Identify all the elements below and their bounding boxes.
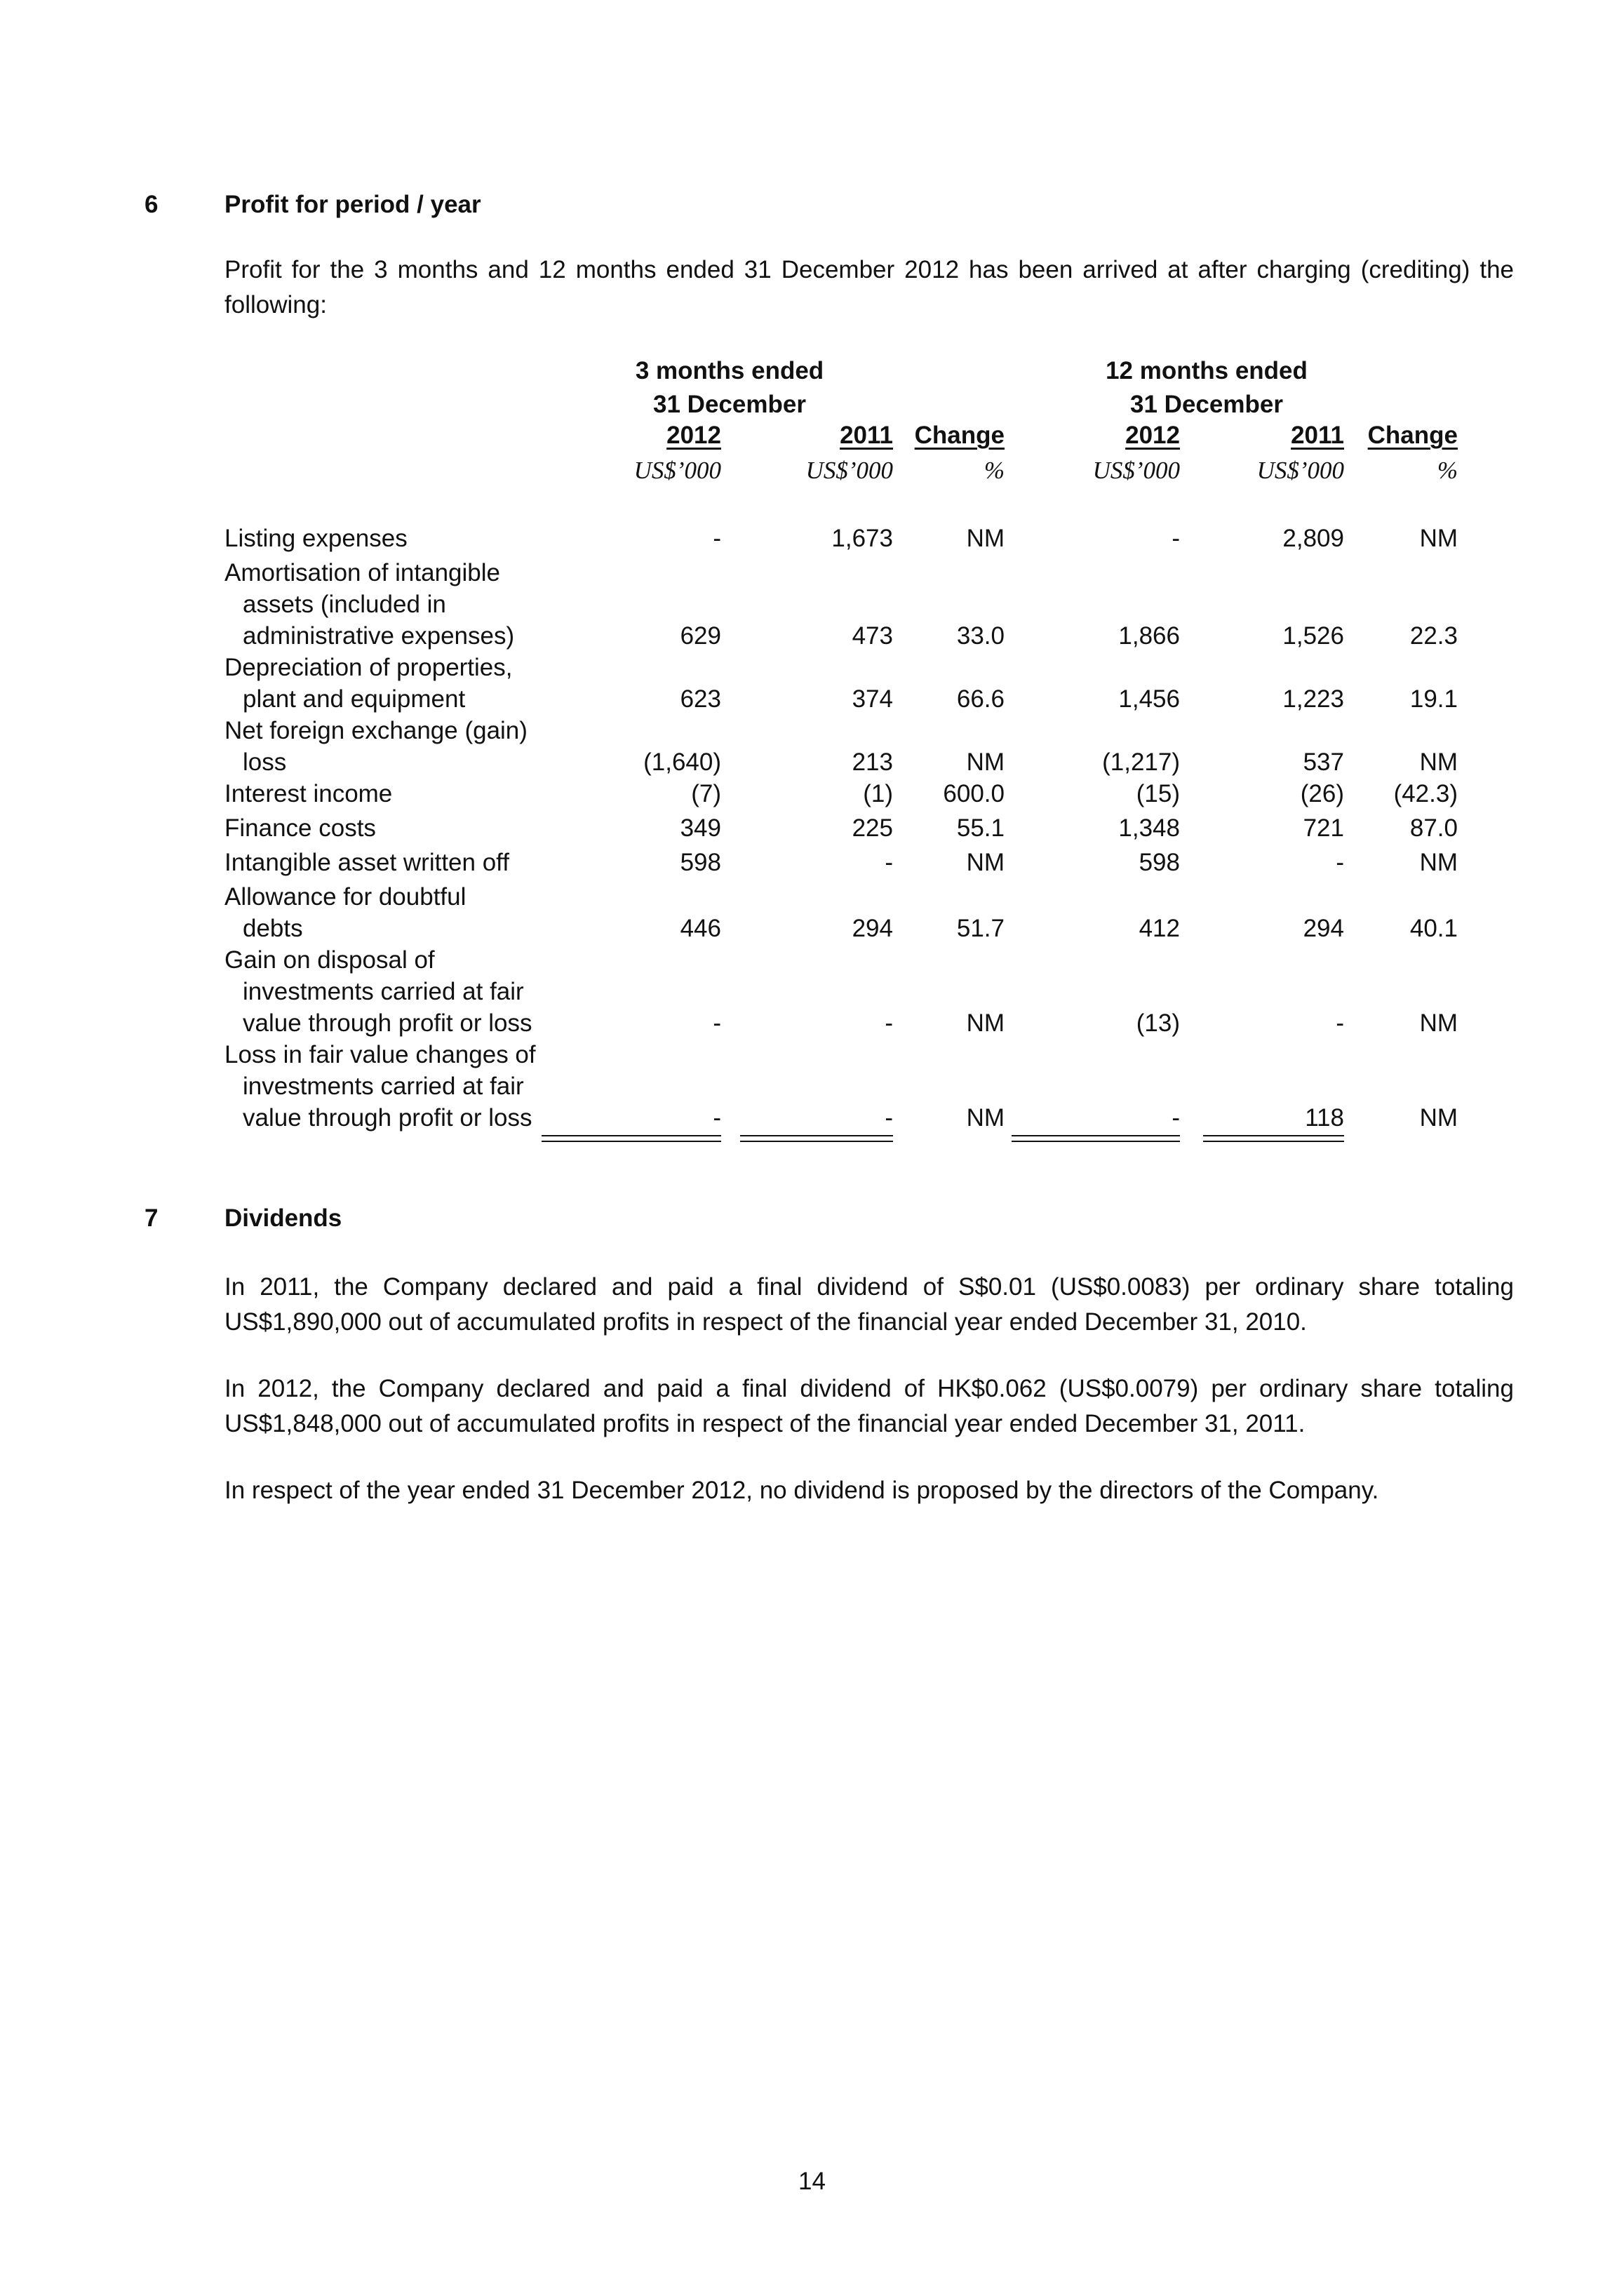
row-label-line: Finance costs — [224, 814, 376, 842]
row-label — [224, 881, 554, 944]
cell-col-3m-change: 33.0 — [956, 622, 1005, 650]
row-label-line: Listing expenses — [224, 525, 408, 552]
table-row — [224, 1039, 1473, 1134]
row-label-line: Allowance for doubtful — [224, 883, 467, 911]
col-3m-2012-header: 2012 — [666, 422, 721, 449]
table-row — [224, 944, 1473, 1039]
cell-col-3m-change: NM — [966, 748, 1005, 776]
group-header-12-months: 12 months ended 31 December — [1106, 357, 1308, 418]
table-row — [224, 523, 1473, 554]
col-12m-change-unit: % — [1437, 457, 1458, 484]
double-underline — [740, 1135, 893, 1142]
cell-col-3m-change: NM — [966, 525, 1005, 552]
cell-col-3m-2011: 213 — [852, 748, 893, 776]
cell-col-3m-2011: (1) — [863, 780, 893, 807]
row-label-line: Depreciation of properties, — [224, 654, 513, 681]
cell-col-3m-2011: 1,673 — [831, 525, 893, 552]
row-label — [224, 847, 554, 878]
col-12m-2012-unit: US$’000 — [1092, 457, 1180, 484]
cell-col-12m-2011: 2,809 — [1282, 525, 1344, 552]
cell-col-3m-2012: 598 — [680, 849, 721, 876]
cell-col-12m-2011: 118 — [1305, 1104, 1344, 1132]
cell-col-3m-change: 51.7 — [956, 915, 1005, 942]
cell-col-12m-2011: 1,526 — [1282, 622, 1344, 650]
row-label-line: value through profit or loss — [243, 1104, 532, 1132]
cell-col-3m-2012: (1,640) — [643, 748, 721, 776]
cell-col-12m-2012: 1,866 — [1118, 622, 1180, 650]
row-label-line: assets (included in — [243, 591, 446, 618]
cell-col-3m-2011: - — [885, 1009, 893, 1037]
section-title: Profit for period / year — [224, 191, 481, 218]
cell-col-12m-2012: 598 — [1139, 849, 1180, 876]
cell-col-12m-2012: 1,456 — [1118, 685, 1180, 713]
table-row — [224, 557, 1473, 652]
table-row — [224, 847, 1473, 878]
cell-col-12m-2011: 294 — [1303, 915, 1344, 942]
double-underline — [1012, 1135, 1180, 1142]
section-number: 6 — [145, 191, 159, 218]
cell-col-12m-2012: 1,348 — [1118, 814, 1180, 842]
row-label-line: Net foreign exchange (gain) — [224, 717, 528, 744]
col-12m-2012-header: 2012 — [1125, 422, 1180, 449]
cell-col-12m-change: NM — [1419, 1009, 1458, 1037]
col-3m-2011-unit: US$’000 — [805, 457, 893, 484]
section-intro: Profit for the 3 months and 12 months ended 31 December 2012 has been arrived at after charging (crediting) the following: — [224, 256, 1514, 318]
cell-col-3m-2012: 623 — [680, 685, 721, 713]
cell-col-12m-change: (42.3) — [1393, 780, 1458, 807]
col-12m-change-header: Change — [1367, 422, 1458, 449]
dividend-paragraph-proposal: In respect of the year ended 31 December 2012, no dividend is proposed by the directors of the Company. — [224, 1477, 1379, 1504]
row-label-line: debts — [243, 915, 303, 942]
cell-col-12m-2012: 412 — [1139, 915, 1180, 942]
cell-col-12m-change: NM — [1419, 849, 1458, 876]
section-title-7: Dividends — [224, 1204, 342, 1232]
table-row — [224, 881, 1473, 944]
col-12m-2011-header: 2011 — [1291, 422, 1344, 449]
row-label — [224, 812, 554, 844]
cell-col-3m-2012: (7) — [691, 780, 721, 807]
cell-col-3m-change: NM — [966, 849, 1005, 876]
row-label-line: Gain on disposal of — [224, 946, 435, 974]
row-label — [224, 944, 554, 1039]
cell-col-12m-2011: 537 — [1303, 748, 1344, 776]
cell-col-3m-2011: - — [885, 849, 893, 876]
double-underline — [542, 1135, 721, 1142]
double-underline — [1203, 1135, 1344, 1142]
row-label-line: investments carried at fair — [243, 978, 524, 1005]
row-label — [224, 1039, 554, 1134]
cell-col-3m-2011: - — [885, 1104, 893, 1132]
row-label-line: Loss in fair value changes of — [224, 1041, 536, 1068]
row-label-line: Interest income — [224, 780, 393, 807]
cell-col-12m-change: 22.3 — [1409, 622, 1458, 650]
row-label-line: investments carried at fair — [243, 1073, 524, 1100]
table-row — [224, 812, 1473, 844]
row-label — [224, 715, 554, 778]
cell-col-3m-2012: 629 — [680, 622, 721, 650]
row-label — [224, 523, 554, 554]
cell-col-3m-2011: 374 — [852, 685, 893, 713]
cell-col-3m-2012: - — [713, 1009, 721, 1037]
cell-col-12m-2011: (26) — [1300, 780, 1344, 807]
table-row — [224, 652, 1473, 715]
row-label-line: value through profit or loss — [243, 1009, 532, 1037]
row-label-line: Amortisation of intangible — [224, 559, 500, 586]
cell-col-12m-2011: 721 — [1303, 814, 1344, 842]
cell-col-12m-change: 19.1 — [1409, 685, 1458, 713]
cell-col-3m-2012: 446 — [680, 915, 721, 942]
cell-col-12m-2012: (15) — [1136, 780, 1180, 807]
section-number-7: 7 — [145, 1204, 159, 1232]
col-3m-change-header: Change — [914, 422, 1005, 449]
cell-col-12m-2011: 1,223 — [1282, 685, 1344, 713]
col-3m-2011-header: 2011 — [840, 422, 893, 449]
cell-col-12m-2012: - — [1172, 525, 1180, 552]
row-label-line: loss — [243, 748, 287, 776]
cell-col-3m-change: 66.6 — [956, 685, 1005, 713]
row-label-line: plant and equipment — [243, 685, 466, 713]
col-3m-2012-unit: US$’000 — [633, 457, 721, 484]
cell-col-12m-2012: (13) — [1136, 1009, 1180, 1037]
cell-col-12m-2012: - — [1172, 1104, 1180, 1132]
cell-col-3m-2011: 294 — [852, 915, 893, 942]
table-row — [224, 715, 1473, 778]
cell-col-12m-change: 87.0 — [1409, 814, 1458, 842]
dividend-paragraph-2012: In 2012, the Company declared and paid a final dividend of HK$0.062 (US$0.0079) per ordinary share totaling US$1,848,000 out of accumulated profits in respect of the financial year ended December 31, 2011. — [224, 1375, 1514, 1437]
row-label — [224, 778, 554, 810]
cell-col-12m-2011: - — [1336, 849, 1344, 876]
cell-col-12m-change: NM — [1419, 525, 1458, 552]
row-label-line: administrative expenses) — [243, 622, 515, 650]
cell-col-3m-change: 600.0 — [943, 780, 1005, 807]
cell-col-3m-change: NM — [966, 1009, 1005, 1037]
cell-col-3m-2011: 473 — [852, 622, 893, 650]
cell-col-12m-change: 40.1 — [1409, 915, 1458, 942]
cell-col-12m-2011: - — [1336, 1009, 1344, 1037]
cell-col-3m-2011: 225 — [852, 814, 893, 842]
cell-col-3m-2012: - — [713, 525, 721, 552]
cell-col-12m-change: NM — [1419, 748, 1458, 776]
table-row — [224, 778, 1473, 810]
col-12m-2011-unit: US$’000 — [1256, 457, 1344, 484]
group-header-3-months: 3 months ended 31 December — [635, 357, 824, 418]
cell-col-12m-2012: (1,217) — [1102, 748, 1180, 776]
cell-col-12m-change: NM — [1419, 1104, 1458, 1132]
dividend-paragraph-2011: In 2011, the Company declared and paid a final dividend of S$0.01 (US$0.0083) per ordinary share totaling US$1,890,000 out of accumulated profits in respect of the financial year ended December 31, 2010. — [224, 1273, 1514, 1336]
page-number: 14 — [798, 2168, 826, 2195]
row-label — [224, 652, 554, 715]
cell-col-3m-2012: 349 — [680, 814, 721, 842]
cell-col-3m-change: 55.1 — [956, 814, 1005, 842]
cell-col-3m-2012: - — [713, 1104, 721, 1132]
col-3m-change-unit: % — [984, 457, 1005, 484]
row-label-line: Intangible asset written off — [224, 849, 509, 876]
cell-col-3m-change: NM — [966, 1104, 1005, 1132]
row-label — [224, 557, 554, 652]
